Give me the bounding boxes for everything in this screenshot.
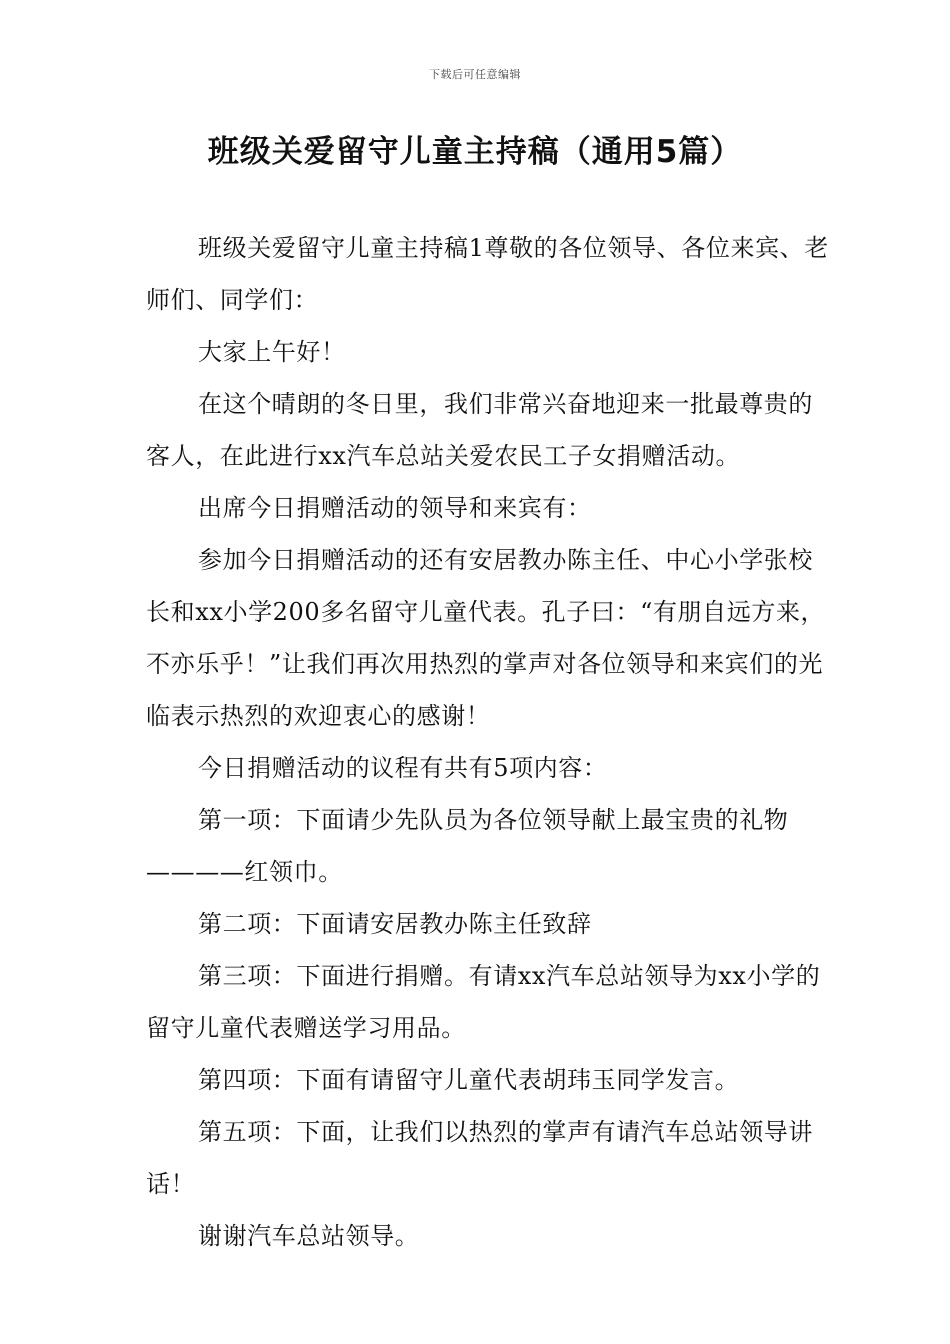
- header-note: 下载后可任意编辑: [429, 68, 521, 81]
- paragraph: 谢谢汽车总站领导。: [198, 1222, 420, 1250]
- paragraph: 第二项：下面请安居教办陈主任致辞: [198, 910, 592, 938]
- paragraph: 第三项：下面进行捐赠。有请xx汽车总站领导为xx小学的留守儿童代表赠送学习用品。: [146, 962, 821, 1042]
- paragraph: 第五项：下面，让我们以热烈的掌声有请汽车总站领导讲话！: [146, 1118, 813, 1198]
- paragraph: 大家上午好！: [198, 338, 346, 366]
- paragraph: 出席今日捐赠活动的领导和来宾有：: [198, 494, 592, 522]
- paragraph: 在这个晴朗的冬日里，我们非常兴奋地迎来一批最尊贵的客人，在此进行xx汽车总站关爱农民工子女捐赠活动。: [146, 390, 813, 470]
- paragraph: 第四项：下面有请留守儿童代表胡玮玉同学发言。: [198, 1066, 740, 1094]
- paragraph: 今日捐赠活动的议程有共有5项内容：: [198, 754, 608, 782]
- document-title: 班级关爱留守儿童主持稿（通用5篇）: [207, 134, 743, 170]
- document-body: [146, 222, 836, 1262]
- paragraph: 班级关爱留守儿童主持稿1尊敬的各位领导、各位来宾、老师们、同学们：: [146, 234, 829, 314]
- paragraph: 参加今日捐赠活动的还有安居教办陈主任、中心小学张校长和xx小学200多名留守儿童代表。孔子曰：“有朋自远方来，不亦乐乎！”让我们再次用热烈的掌声对各位领导和来宾们的光临表示热烈的欢迎衷心的感谢！: [146, 546, 826, 730]
- paragraph: 第一项：下面请少先队员为各位领导献上最宝贵的礼物————红领巾。: [146, 806, 789, 886]
